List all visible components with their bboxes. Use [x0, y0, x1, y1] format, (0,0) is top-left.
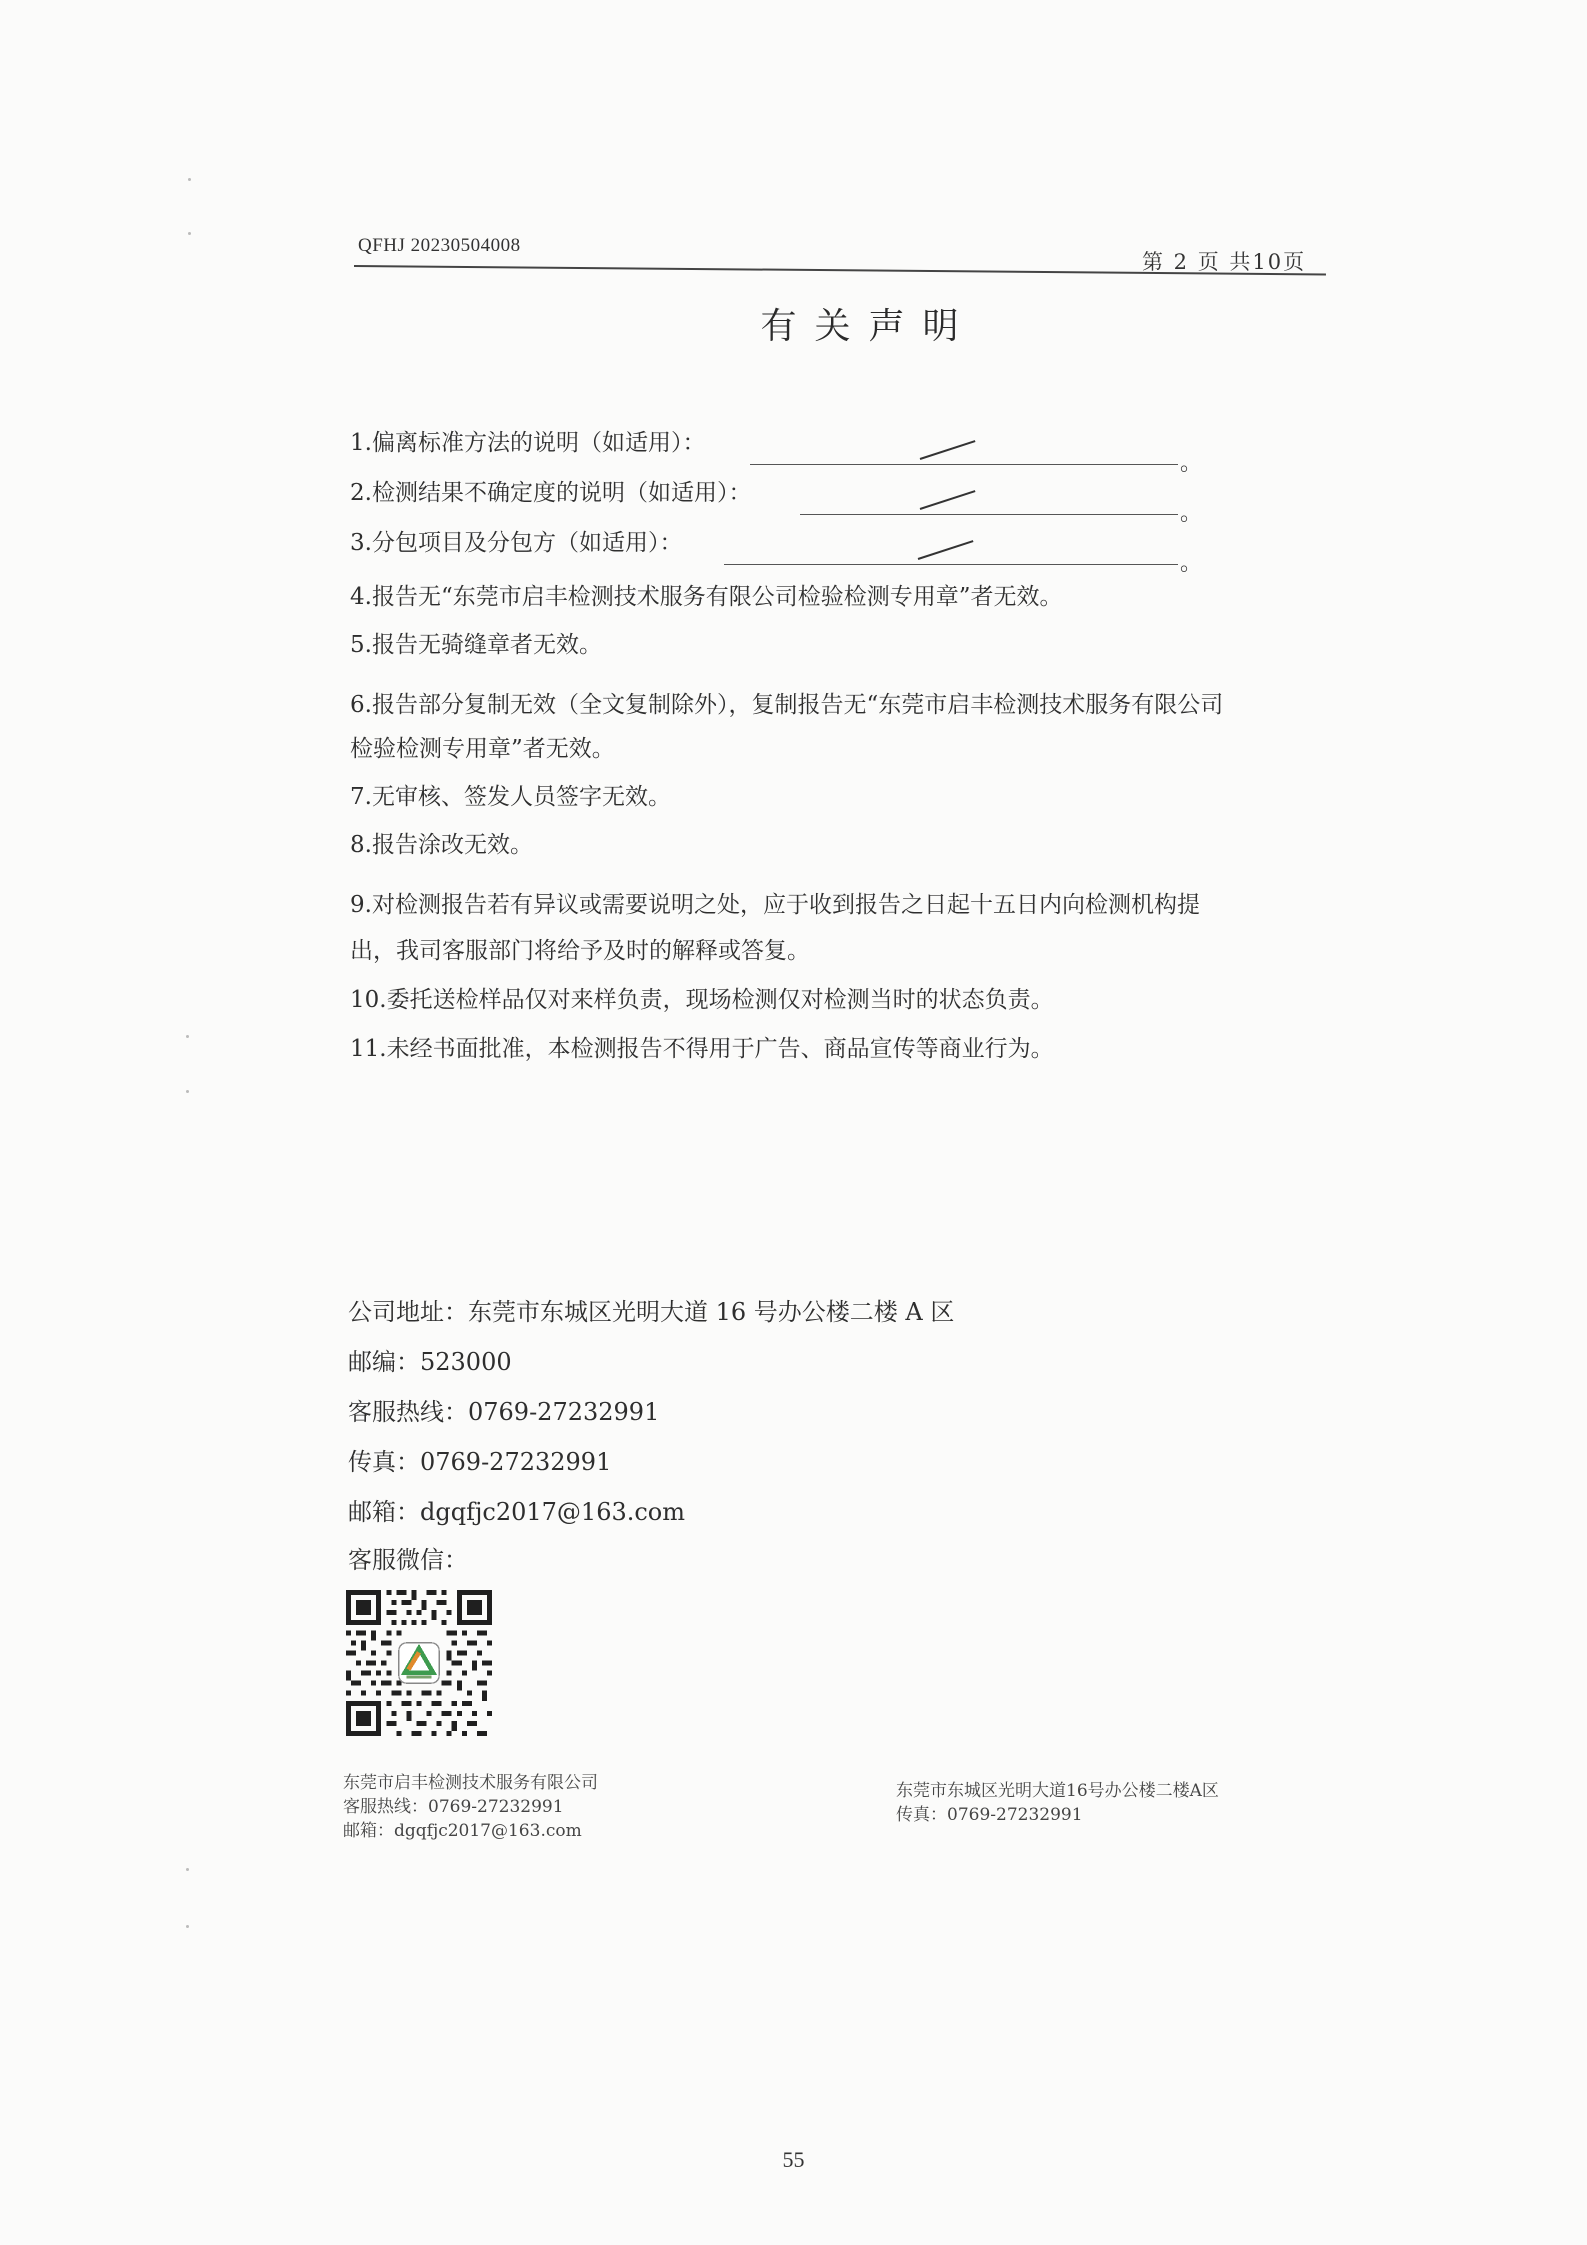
statement-8: 8.报告涂改无效。 [350, 832, 533, 858]
period-2: 。 [1180, 501, 1203, 526]
statement-4: 4.报告无“东莞市启丰检测技术服务有限公司检验检测专用章”者无效。 [350, 584, 1063, 610]
page-number: 55 [782, 2147, 805, 2172]
scan-speck [186, 1090, 189, 1093]
scan-speck [186, 1868, 189, 1871]
footer-fax: 传真：0769-27232991 [896, 1805, 1083, 1825]
contact-address: 公司地址：东莞市东城区光明大道 16 号办公楼二楼 A 区 [348, 1298, 955, 1326]
statement-11: 11.未经书面批准，本检测报告不得用于广告、商品宣传等商业行为。 [350, 1036, 1054, 1062]
period-1: 。 [1180, 451, 1203, 476]
statement-10: 10.委托送检样品仅对来样负责，现场检测仅对检测当时的状态负责。 [350, 987, 1054, 1013]
statement-6-line-1: 6.报告部分复制无效（全文复制除外），复制报告无“东莞市启丰检测技术服务有限公司 [350, 692, 1224, 718]
footer-address: 东莞市东城区光明大道16号办公楼二楼A区 [896, 1781, 1219, 1801]
wechat-qr-code [346, 1590, 492, 1736]
contact-postcode: 邮编：523000 [348, 1348, 512, 1376]
footer-email: 邮箱：dgqfjc2017@163.com [343, 1821, 582, 1841]
contact-hotline: 客服热线：0769-27232991 [348, 1398, 660, 1426]
statement-5: 5.报告无骑缝章者无效。 [350, 632, 602, 658]
scan-speck [188, 232, 191, 235]
footer-hotline: 客服热线：0769-27232991 [343, 1797, 564, 1817]
contact-wechat-label: 客服微信： [348, 1546, 468, 1574]
report-number: QFHJ 20230504008 [358, 235, 521, 256]
statement-9-line-1: 9.对检测报告若有异议或需要说明之处，应于收到报告之日起十五日内向检测机构提 [350, 892, 1200, 918]
statement-3: 3.分包项目及分包方（如适用）： [350, 530, 683, 556]
page-title: 有关声明 [760, 306, 977, 347]
blank-line-3 [724, 564, 1178, 565]
strike-slash-1 [920, 440, 976, 460]
statement-2: 2.检测结果不确定度的说明（如适用）： [350, 480, 752, 506]
statement-9-line-2: 出，我司客服部门将给予及时的解释或答复。 [350, 938, 810, 964]
blank-line-2 [800, 514, 1178, 515]
scan-speck [188, 178, 191, 181]
contact-fax: 传真：0769-27232991 [348, 1448, 612, 1476]
strike-slash-3 [918, 540, 974, 560]
strike-slash-2 [920, 490, 976, 510]
footer-company: 东莞市启丰检测技术服务有限公司 [343, 1773, 598, 1793]
scan-speck [186, 1035, 189, 1038]
blank-line-1 [750, 464, 1178, 465]
period-3: 。 [1180, 551, 1203, 576]
scan-speck [186, 1925, 189, 1928]
statement-1: 1.偏离标准方法的说明（如适用）： [350, 430, 706, 456]
statement-7: 7.无审核、签发人员签字无效。 [350, 784, 671, 810]
page-info: 第 2 页 共10页 [1142, 250, 1307, 274]
statement-6-line-2: 检验检测专用章”者无效。 [350, 736, 615, 762]
contact-email: 邮箱：dgqfjc2017@163.com [348, 1498, 686, 1526]
